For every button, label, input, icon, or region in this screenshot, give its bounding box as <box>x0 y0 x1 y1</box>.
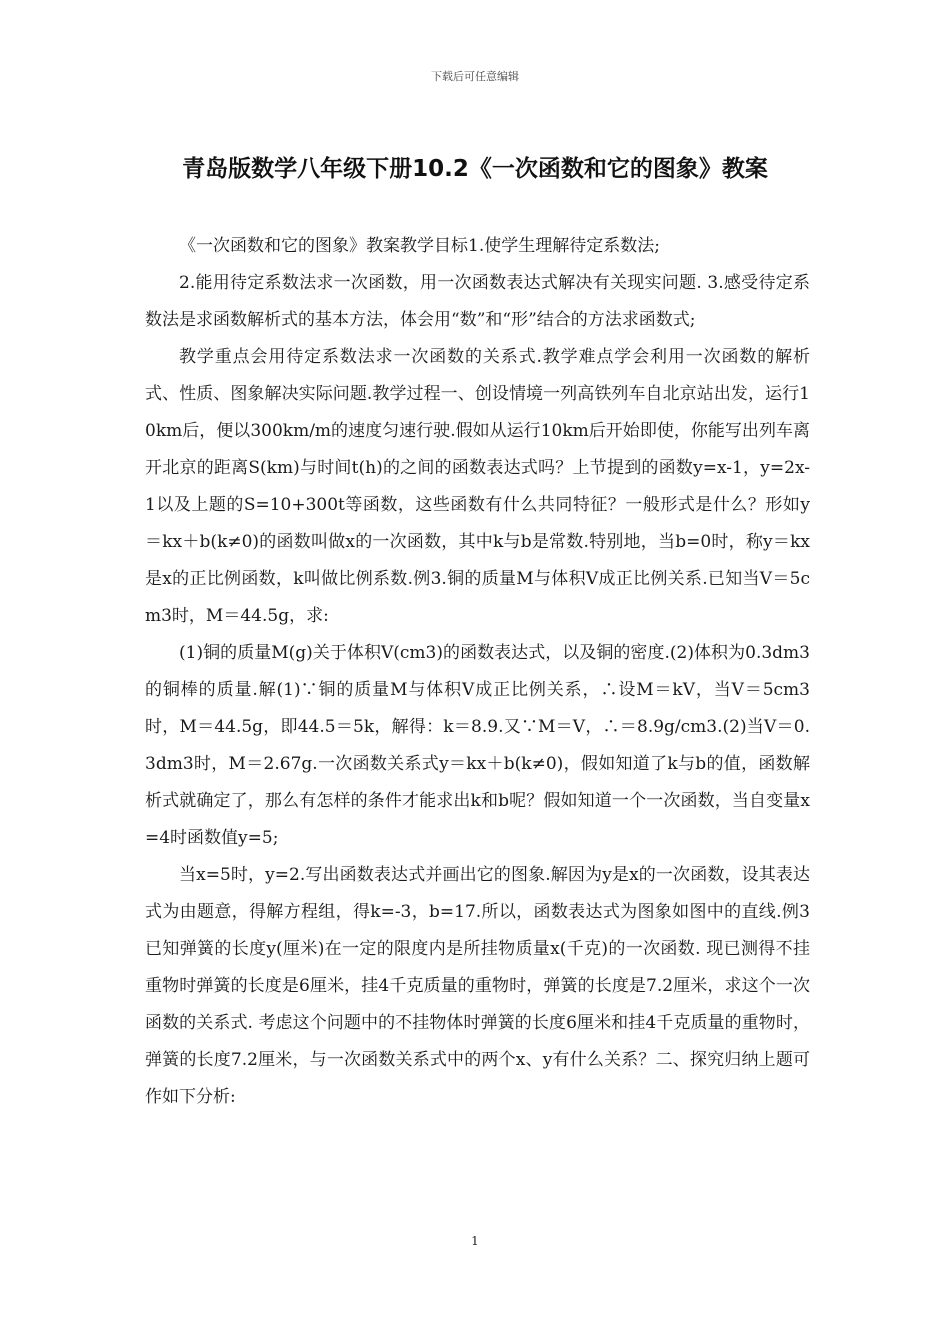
paragraph-spring-example: 当x=5时，y=2.写出函数表达式并画出它的图象.解因为y是x的一次函数，设其表达式为由题意，得解方程组，得k=-3，b=17.所以，函数表达式为图象如图中的直线.例3已知弹簧的长度y(厘米)在一定的限度内是所挂物质量x(千克)的一次函数. 现已测得不挂重物时弹簧的长度是6厘米，挂4千克质量的重物时，弹簧的长度是7.2厘米，求这个一次函数的关系式. 考虑这个问题中的不挂物体时弹簧的长度6厘米和挂4千克质量的重物时，弹簧的长度7.2厘米，与一次函数关系式中的两个x、y有什么关系？二、探究归纳上题可作如下分析: <box>145 865 810 1107</box>
document-title: 青岛版数学八年级下册10.2《一次函数和它的图象》教案 <box>182 156 768 182</box>
paragraph-example-solution: (1)铜的质量M(g)关于体积V(cm3)的函数表达式，以及铜的密度.(2)体积为0.3dm3的铜棒的质量.解(1)∵铜的质量M与体积V成正比例关系，∴设M＝kV，当V＝5cm3时，M＝44.5g，即44.5＝5k，解得：k＝8.9.又∵M＝V，∴＝8.9g/cm3.(2)当V＝0.3dm3时，M＝2.67g.一次函数关系式y＝kx＋b(k≠0)，假如知道了k与b的值，函数解析式就确定了，那么有怎样的条件才能求出k和b呢？假如知道一个一次函数，当自变量x=4时函数值y=5; <box>145 643 810 848</box>
page-header-note: 下载后可任意编辑 <box>431 70 519 83</box>
paragraph-objectives: 《一次函数和它的图象》教案教学目标1.使学生理解待定系数法; <box>179 236 660 256</box>
page-number: 1 <box>471 1234 479 1248</box>
document-body <box>145 228 810 1116</box>
paragraph-objectives-continued: 2.能用待定系数法求一次函数，用一次函数表达式解决有关现实问题. 3.感受待定系数法是求函数解析式的基本方法，体会用“数”和“形”结合的方法求函数式; <box>145 273 810 330</box>
paragraph-key-points: 教学重点会用待定系数法求一次函数的关系式.教学难点学会利用一次函数的解析式、性质、图象解决实际问题.教学过程一、创设情境一列高铁列车自北京站出发，运行10km后，便以300km/m的速度匀速行驶.假如从运行10km后开始即使，你能写出列车离开北京的距离S(km)与时间t(h)的之间的函数表达式吗？上节提到的函数y=x-1，y=2x-1以及上题的S=10+300t等函数，这些函数有什么共同特征？一般形式是什么？形如y＝kx＋b(k≠0)的函数叫做x的一次函数，其中k与b是常数.特别地，当b=0时，称y＝kx是x的正比例函数，k叫做比例系数.例3.铜的质量M与体积V成正比例关系.已知当V＝5cm3时，M＝44.5g，求: <box>145 347 810 626</box>
